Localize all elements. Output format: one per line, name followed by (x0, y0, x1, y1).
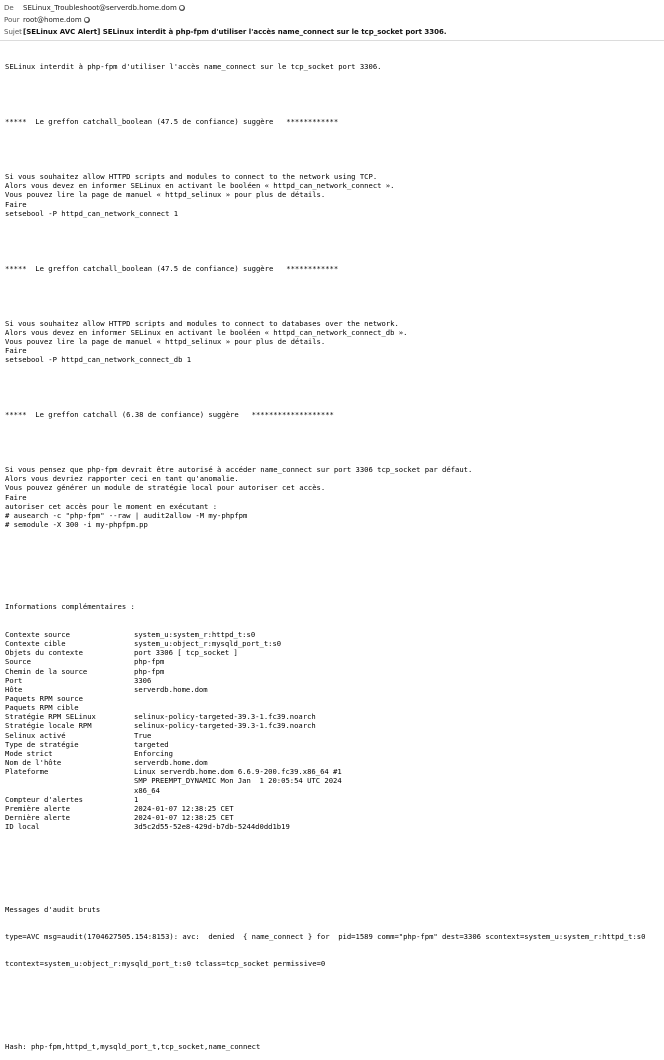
text-line: Faire (5, 492, 27, 502)
text-line: setsebool -P httpd_can_network_connect_db 1 (5, 355, 192, 365)
text-line: Vous pouvez générer un module de stratégie local pour autoriser cet accès. (5, 483, 326, 493)
info-value: True (134, 730, 152, 740)
info-value: 2024-01-07 12:38:25 CET (134, 813, 234, 822)
info-value: serverdb.home.dom (134, 758, 208, 768)
info-key: Contexte cible (5, 639, 66, 649)
plugin3-header: ***** Le greffon catchall (6.38 de confiance) suggère ******************* (5, 410, 334, 420)
info-key: Paquets RPM cible (5, 703, 79, 713)
plugin3-lines (5, 465, 659, 529)
text-line: Vous pouvez lire la page de manuel « httpd_selinux » pour plus de détails. (5, 336, 326, 346)
info-key: Chemin de la source (5, 666, 88, 676)
subject-text: [SELinux AVC Alert] SELinux interdit à php-fpm d'utiliser l'accès name_connect sur le tcp_socket port 3306. (23, 28, 447, 36)
info-row (5, 639, 659, 648)
to-row (0, 14, 664, 26)
info-row (5, 694, 659, 703)
info-row (5, 786, 659, 795)
info-key: Hôte (5, 684, 23, 694)
info-row (5, 749, 659, 758)
from-address[interactable]: SELinux_Troubleshoot@serverdb.home.dom (23, 4, 177, 12)
text-line: Alors vous devez en informer SELinux en activant le booléen « httpd_can_network_connect_db ». (5, 327, 408, 337)
info-value: port 3306 [ tcp_socket ] (134, 648, 238, 658)
info-key: Contexte source (5, 629, 70, 639)
audit-title: Messages d'audit bruts (5, 904, 101, 914)
text-line: Alors vous devriez rapporter ceci en tant qu'anomalie. (5, 474, 239, 484)
text-line: setsebool -P httpd_can_network_connect 1 (5, 208, 179, 218)
header-divider (0, 40, 664, 41)
info-value: system_u:system_r:httpd_t:s0 (134, 629, 256, 639)
info-key: Compteur d'alertes (5, 794, 83, 804)
info-value: selinux-policy-targeted-39.3-1.fc39.noarch (134, 712, 316, 722)
from-label: De (4, 4, 14, 12)
info-key: Source (5, 657, 31, 667)
info-value: 3306 (134, 675, 152, 685)
plugin2-header: ***** Le greffon catchall_boolean (47.5 de confiance) suggère ************ (5, 263, 339, 273)
contact-icon[interactable]: ● (84, 17, 89, 23)
info-key: Paquets RPM source (5, 693, 83, 703)
audit-line: tcontext=system_u:object_r:mysqld_port_t:s0 tclass=tcp_socket permissive=0 (5, 959, 326, 969)
to-address[interactable]: root@home.dom (23, 16, 82, 24)
info-key: Mode strict (5, 748, 53, 758)
info-value: system_u:object_r:mysqld_port_t:s0 (134, 639, 282, 649)
text-line: # ausearch -c "php-fpm" --raw | audit2allow -M my-phpfpm (5, 510, 248, 520)
text-line: Faire (5, 346, 27, 356)
info-row (5, 822, 659, 831)
email-header (0, 0, 664, 40)
info-key: Type de stratégie (5, 739, 79, 749)
text-line: Si vous pensez que php-fpm devrait être autorisé à accéder name_connect sur port 3306 tcp_socket par défaut. (5, 465, 473, 475)
info-row (5, 721, 659, 730)
info-value: php-fpm (134, 657, 165, 667)
info-row (5, 767, 659, 776)
subject-row (0, 26, 664, 38)
info-row (5, 758, 659, 767)
info-key: Objets du contexte (5, 648, 83, 658)
info-row (5, 776, 659, 785)
info-key: Port (5, 675, 23, 685)
to-label: Pour (4, 16, 20, 24)
text-line: Vous pouvez lire la page de manuel « httpd_selinux » pour plus de détails. (5, 190, 326, 200)
info-key: Selinux activé (5, 730, 66, 740)
info-row (5, 731, 659, 740)
info-value: 1 (134, 794, 139, 804)
info-value: php-fpm (134, 666, 165, 676)
info-value: x86_64 (134, 785, 160, 795)
info-row (5, 657, 659, 666)
intro-line: SELinux interdit à php-fpm d'utiliser l'accès name_connect sur le tcp_socket port 3306. (5, 62, 382, 72)
info-row (5, 740, 659, 749)
info-value: selinux-policy-targeted-39.3-1.fc39.noarch (134, 721, 316, 731)
subject-label: Sujet (4, 28, 22, 36)
contact-icon[interactable]: ● (179, 5, 184, 11)
from-row (0, 2, 664, 14)
message-body (5, 44, 659, 1060)
info-row (5, 795, 659, 804)
info-row (5, 804, 659, 813)
text-line: # semodule -X 300 -i my-phpfpm.pp (5, 520, 148, 530)
info-value: Linux serverdb.home.dom 6.6.9-200.fc39.x86_64 #1 (134, 767, 342, 777)
text-line: Faire (5, 199, 27, 209)
info-key: Première alerte (5, 803, 70, 813)
info-value: Enforcing (134, 748, 173, 758)
info-key: ID local (5, 822, 40, 832)
info-row (5, 667, 659, 676)
plugin2-lines (5, 319, 659, 365)
info-value: targeted (134, 739, 169, 749)
info-key: Nom de l'hôte (5, 758, 62, 768)
info-row (5, 630, 659, 639)
hash-line: Hash: php-fpm,httpd_t,mysqld_port_t,tcp_socket,name_connect (5, 1041, 261, 1051)
text-line: Si vous souhaitez allow HTTPD scripts and modules to connect to databases over the network. (5, 318, 399, 328)
info-value: serverdb.home.dom (134, 684, 208, 694)
info-value: 3d5c2d55-52e8-429d-b7db-5244d0dd1b19 (134, 822, 290, 832)
info-key (5, 786, 134, 795)
info-title: Informations complémentaires : (5, 602, 135, 612)
info-value: 2024-01-07 12:38:25 CET (134, 803, 234, 813)
info-key: Plateforme (5, 767, 49, 777)
info-row (5, 712, 659, 721)
info-key (5, 776, 134, 785)
text-line: Si vous souhaitez allow HTTPD scripts and modules to connect to the network using TCP. (5, 172, 378, 182)
info-row (5, 676, 659, 685)
info-row (5, 703, 659, 712)
info-row (5, 685, 659, 694)
info-key: Dernière alerte (5, 813, 70, 822)
info-value: SMP PREEMPT_DYNAMIC Mon Jan 1 20:05:54 UTC 2024 (134, 776, 342, 786)
info-key: Stratégie RPM SELinux (5, 712, 96, 722)
info-key: Stratégie locale RPM (5, 721, 92, 731)
audit-line: type=AVC msg=audit(1704627505.154:8153): avc: denied { name_connect } for pid=1589 comm="php-fpm" dest=3306 scontext=system_u:system_r:httpd_t:s0 (5, 932, 646, 941)
info-row (5, 648, 659, 657)
info-row (5, 813, 659, 822)
text-line: Alors vous devez en informer SELinux en activant le booléen « httpd_can_network_connect ». (5, 181, 395, 191)
plugin1-header: ***** Le greffon catchall_boolean (47.5 de confiance) suggère ************ (5, 117, 339, 127)
info-table (5, 630, 659, 831)
plugin1-lines (5, 172, 659, 218)
text-line: autoriser cet accès pour le moment en exécutant : (5, 501, 218, 511)
